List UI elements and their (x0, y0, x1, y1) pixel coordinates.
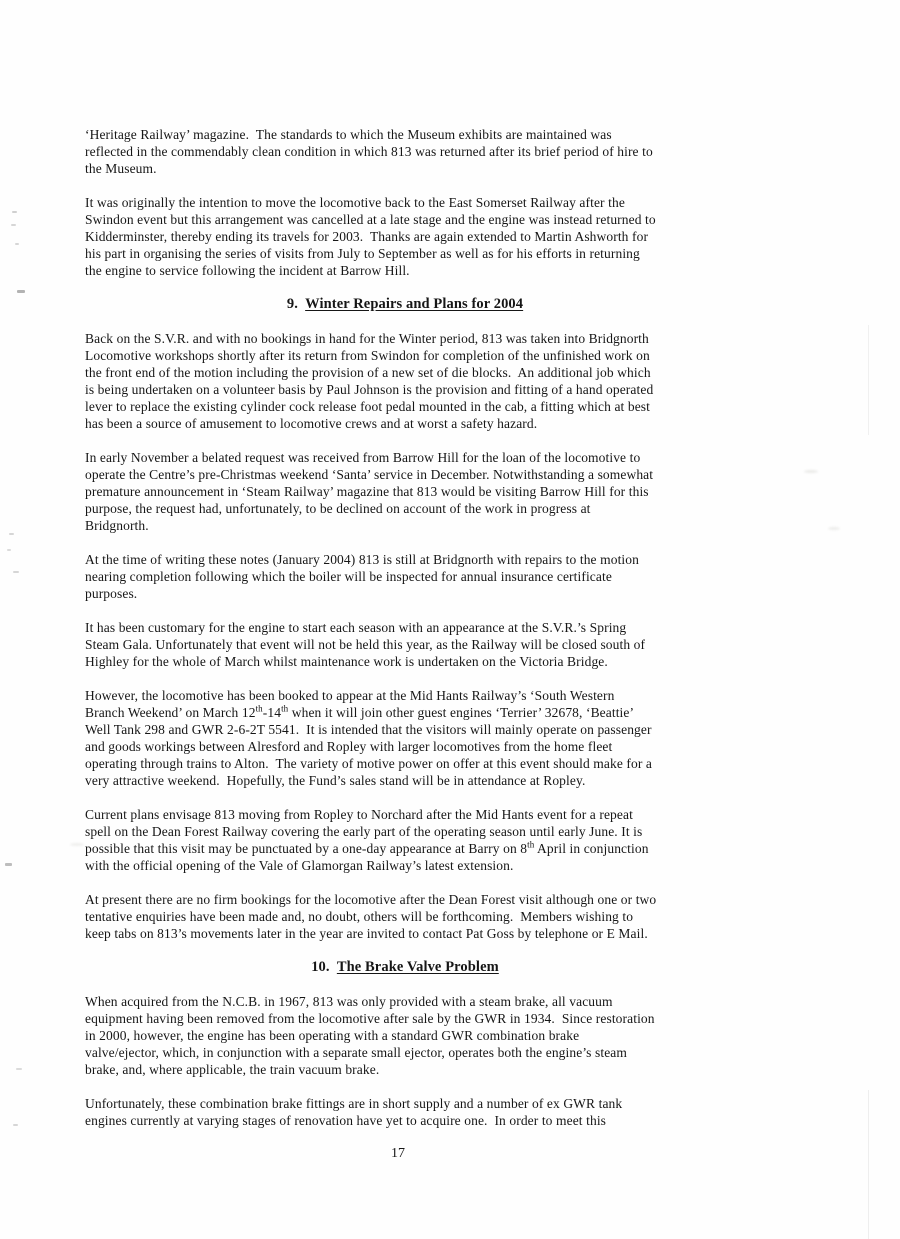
margin-mark (13, 571, 19, 573)
paragraph: It has been customary for the engine to start each season with an appearance at the S.V.R.’s Spring Steam Gala. Unfortunately that event will not be held this year, as the Railway will be closed south of Highley for the whole of March whilst maintenance work is undertaken on the Victoria Bridge. (85, 620, 646, 669)
section-heading (85, 296, 725, 313)
paragraph: It was originally the intention to move the locomotive back to the East Somerset Railway after the Swindon event but this arrangement was cancelled at a late stage and the engine was instead returned to Kidderminster, thereby ending its travels for 2003. Thanks are again extended to Martin Ashworth for his part in organising the series of visits from July to September as well as for his efforts in returning the engine to service following the incident at Barrow Hill. (85, 195, 656, 278)
margin-mark (12, 211, 17, 213)
scan-smudge (804, 470, 818, 473)
section-title: The Brake Valve Problem (336, 959, 499, 975)
paragraph: However, the locomotive has been booked to appear at the Mid Hants Railway’s ‘South Western Branch Weekend’ on March 12th-14th when it will join other guest engines ‘Terrier’ 32678, ‘Beattie’ Well Tank 298 and GWR 2-6-2T 5541. It is intended that the visitors will mainly operate on passenger and goods workings between Alresford and Ropley with larger locomotives from the home fleet operating through trains to Alton. The variety of motive power on offer at this event should make for a very attractive weekend. Hopefully, the Fund’s sales stand will be in attendance at Ropley. (85, 688, 653, 788)
page-number: 17 (391, 1146, 405, 1161)
paragraph: In early November a belated request was received from Barrow Hill for the loan of the locomotive to operate the Centre’s pre-Christmas weekend ‘Santa’ service in December. Notwithstanding a somewhat premature announcement in ‘Steam Railway’ magazine that 813 would be visiting Barrow Hill for this purpose, the request had, unfortunately, to be declined on account of the work in progress at Bridgnorth. (85, 450, 654, 533)
margin-mark (13, 1124, 18, 1126)
margin-mark (11, 224, 16, 226)
paragraph: Unfortunately, these combination brake fittings are in short supply and a number of ex GWR tank engines currently at varying stages of renovation have yet to acquire one. In order to meet this (85, 1096, 623, 1128)
paragraph: ‘Heritage Railway’ magazine. The standards to which the Museum exhibits are maintained was reflected in the commendably clean condition in which 813 was returned after its brief period of hire to the Museum. (85, 127, 653, 176)
section-number: 9. (286, 296, 298, 312)
margin-mark (17, 290, 25, 293)
section-number: 10. (311, 959, 330, 975)
section-title: Winter Repairs and Plans for 2004 (305, 296, 524, 312)
section-heading (85, 959, 725, 976)
paragraph: Current plans envisage 813 moving from Ropley to Norchard after the Mid Hants event for a repeat spell on the Dean Forest Railway covering the early part of the operating season until early June. It is possible that this visit may be punctuated by a one-day appearance at Barry on 8th April in conjunction with the official opening of the Vale of Glamorgan Railway’s latest extension. (85, 807, 649, 873)
scan-edge-line (868, 325, 869, 435)
scan-edge-line (868, 1090, 869, 1239)
superscript: th (255, 703, 263, 714)
paragraph: At the time of writing these notes (January 2004) 813 is still at Bridgnorth with repairs to the motion nearing completion following which the boiler will be inspected for annual insurance certificate purposes. (85, 552, 639, 601)
superscript: th (281, 703, 289, 714)
scan-smudge (70, 843, 84, 846)
margin-mark (9, 533, 14, 535)
paragraph: At present there are no firm bookings for the locomotive after the Dean Forest visit although one or two tentative enquiries have been made and, no doubt, others will be forthcoming. Members wishing to keep tabs on 813’s movements later in the year are invited to contact Pat Goss by telephone or E Mail. (85, 892, 657, 941)
margin-mark (5, 863, 12, 866)
paragraph: When acquired from the N.C.B. in 1967, 813 was only provided with a steam brake, all vacuum equipment having been removed from the locomotive after sale by the GWR in 1934. Since restoration in 2000, however, the engine has been operating with a standard GWR combination brake valve/ejector, which, in conjunction with a separate small ejector, operates both the engine’s steam brake, and, where applicable, the train vacuum brake. (85, 994, 655, 1077)
margin-mark (7, 549, 11, 551)
paragraph: Back on the S.V.R. and with no bookings in hand for the Winter period, 813 was taken into Bridgnorth Locomotive workshops shortly after its return from Swindon for completion of the unfinished work on the front end of the motion including the provision of a new set of die blocks. An additional job which is being undertaken on a volunteer basis by Paul Johnson is the provision and fitting of a hand operated lever to replace the existing cylinder cock release foot pedal mounted in the cab, a fitting which at best has been a source of amusement to locomotive crews and at worst a safety hazard. (85, 331, 654, 431)
margin-mark (15, 243, 19, 245)
document-content (85, 126, 725, 1146)
superscript: th (527, 839, 535, 850)
margin-mark (16, 1068, 22, 1070)
scan-smudge (828, 527, 840, 530)
